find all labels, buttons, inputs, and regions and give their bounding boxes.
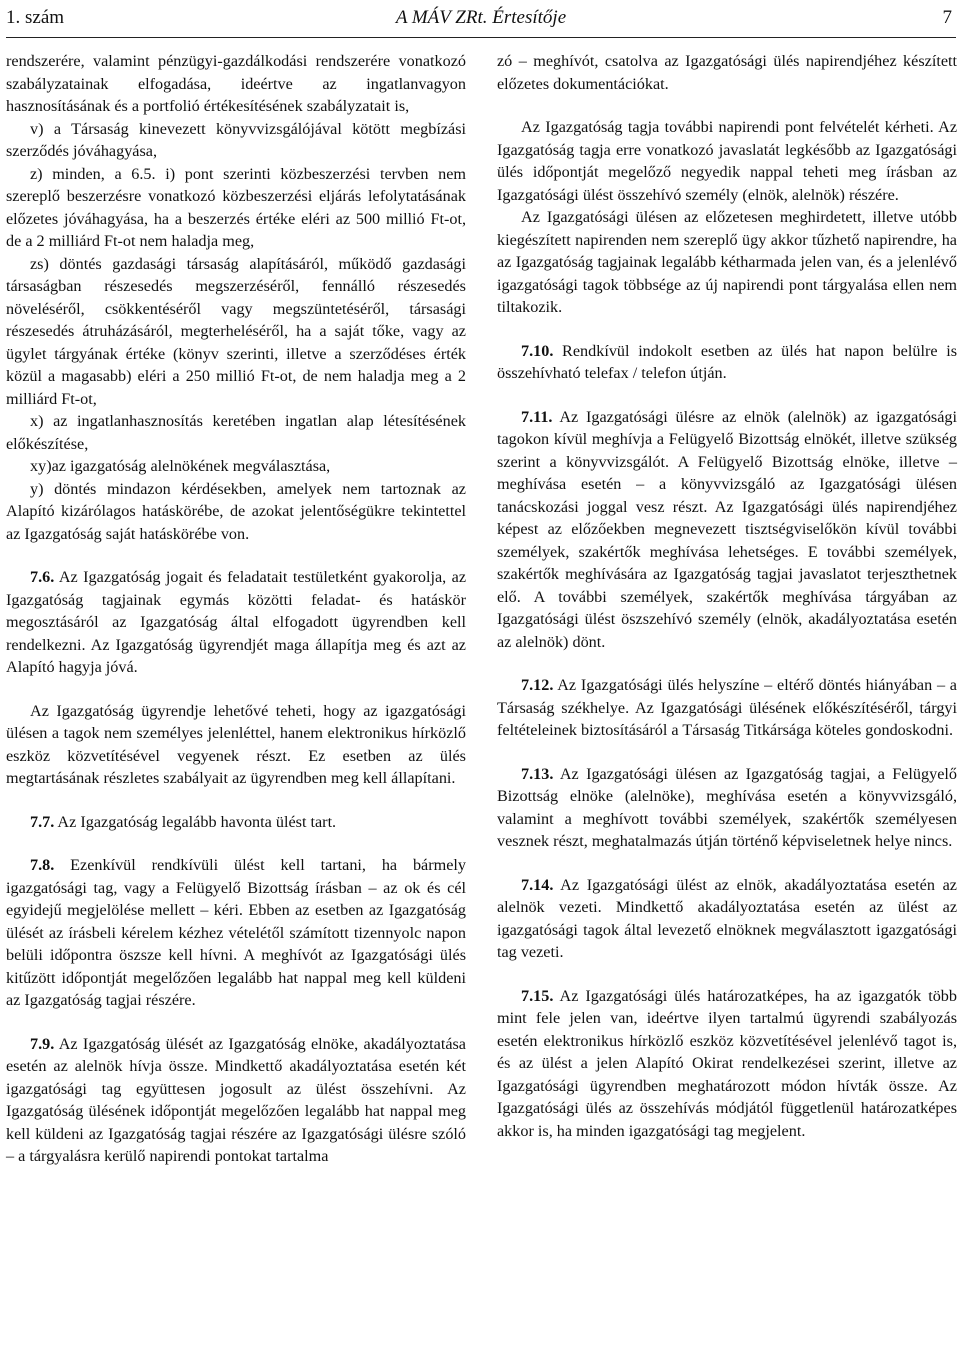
list-item-x xyxy=(6,410,466,455)
paragraph-text: zó – meghívót, csatolva az Igazgatósági ülés napirendjéhez készített előzetes dokumentációkat. xyxy=(497,52,957,93)
paragraph xyxy=(6,50,466,118)
paragraph xyxy=(497,206,957,319)
paragraph-text: Ezenkívül rendkívüli ülést kell tartani, ha bármely igazgatósági tag, vagy a Felügyelő Bizottság írásban – az ok és cél egyidejű megjelölése mellett – kéri. Ebben az esetben az Igazgatóság ülését az írásbeli kérelem kézhez vételétől számított tizennyolc napon belüli időpontra öszsze kell hívni. A meghívót az Igazgatósági ülés kitűzött időpontját megelőzően legalább hat nappal meg kell küldeni az Igazgatóság tagjai részére. xyxy=(6,856,466,1009)
publication-title: A MÁV ZRt. Értesítője xyxy=(395,7,567,28)
section-7-8 xyxy=(6,854,466,1012)
section-7-6 xyxy=(6,566,466,679)
paragraph-text: Az Igazgatósági ülés határozatképes, ha az igazgatók több mint fele jelen van, ideértve ilyen tartalmú ügyrendi szabályozás esetén elektronikus hírközlő eszköz közvetítésével jelenlévő tagot is, és az ülést a jelen Alapító Okirat rendelkezései szerint, illetve az Igazgatósági ügyrendben meghatározott módon hívták össze. Az Igazgatósági ülés az összehívás módjától függetlenül határozatképes akkor is, ha minden igazgatósági tag megjelent. xyxy=(497,986,957,1140)
paragraph-text: Az Igazgatósági ülést az elnök, akadályoztatása esetén az alelnök vezeti. Mindkettő akadályoztatása esetén az ülést az igazgatósági tagok által levezető elnöknek megválasztott igazgatósági tag vezeti. xyxy=(497,875,957,961)
paragraph-text: Az Igazgatóság legalább havonta ülést tart. xyxy=(54,812,337,831)
paragraph-text: Az Igazgatóság jogait és feladatait testületként gyakorolja, az Igazgatóság tagjainak egymás közötti feladat- és hatáskör megosztásáról az Igazgatóság által elfogadott ügyrendben kell rendelkezni. Az Igazgatóság ügyrendjét maga állapítja meg és azt az Alapító hagyja jóvá. xyxy=(6,568,466,676)
right-column xyxy=(497,50,957,1142)
left-column xyxy=(6,50,466,1168)
paragraph-text: y) döntés mindazon kérdésekben, amelyek nem tartoznak az Alapító kizárólagos hatáskörébe, de azokat jelentőségükre tekintettel az Igazgatóság saját hatáskörébe von. xyxy=(6,479,466,543)
section-7-7 xyxy=(6,811,466,834)
page-number: 7 xyxy=(942,7,952,28)
section-number: 7.7. xyxy=(30,812,55,831)
section-7-10 xyxy=(497,340,957,385)
section-7-14 xyxy=(497,874,957,964)
paragraph-text: xy)az igazgatóság alelnökének megválasztása, xyxy=(30,457,331,475)
paragraph xyxy=(497,116,957,206)
section-number: 7.6. xyxy=(30,568,55,586)
section-number: 7.13. xyxy=(521,764,554,783)
paragraph-text: rendszerére, valamint pénzügyi-gazdálkodási rendszerére vonatkozó szabályzatainak elfogadása, ideértve az ingatlanvagyon hasznosításának és a portfolió értékesítésének szabályzatait is, xyxy=(6,52,466,115)
list-item-z xyxy=(6,163,466,253)
list-item-zs xyxy=(6,253,466,411)
paragraph-text: z) minden, a 6.5. i) pont szerinti közbeszerzési tervben nem szereplő beszerzésre vonatkozó közbeszerzési eljárás lefolytatásának előzetes jóváhagyása, ha a beszerzés értéke eléri az 500 millió Ft-ot, de a 2 milliárd Ft-ot nem haladja meg, xyxy=(6,164,466,250)
section-7-12 xyxy=(497,674,957,742)
section-number: 7.14. xyxy=(521,875,554,894)
paragraph xyxy=(6,700,466,790)
list-item-y xyxy=(6,478,466,546)
header-divider xyxy=(6,37,956,38)
list-item-xy xyxy=(6,455,466,478)
section-7-9 xyxy=(6,1033,466,1168)
page-header xyxy=(6,7,956,33)
paragraph-text: Az Igazgatósági ülésen az Igazgatóság tagjai, a Felügyelő Bizottság elnöke (alelnöke), meghívása esetén a könyvvizsgáló, valamint a meghívott további személyek, szakértők személyesen vesznek részt, meghatalmazás útján történő képviseletnek helye nincs. xyxy=(497,764,957,850)
section-number: 7.15. xyxy=(521,986,554,1005)
section-7-15 xyxy=(497,985,957,1143)
paragraph-text: v) a Társaság kinevezett könyvvizsgálójával kötött megbízási szerződés jóváhagyása, xyxy=(6,119,466,160)
paragraph-text: Az Igazgatósági ülés helyszíne – eltérő döntés hiányában – a Társaság székhelye. Az Igazgatósági ülésének előkészítéséről, tárgyi feltételeinek biztosításáról a Társaság Titkársága köteles gondoskodni. xyxy=(497,676,957,739)
section-number: 7.12. xyxy=(521,676,554,694)
section-number: 7.11. xyxy=(521,407,553,426)
paragraph-text: Az Igazgatósági ülésre az elnök (alelnök) az igazgatósági tagokon kívül meghívja a Felügyelő Bizottság elnökét, illetve szükség szerint a könyvvizsgálót. A Felügyelő Bizottság elnöke, illetve – meghívása esetén – a könyvvizsgáló az Igazgatósági ülésen tanácskozási joggal vesz részt. Az Igazgatósági ülés napirendjéhez képest az előzőekben megnevezett tisztségviselőkön kívül további személyek, szakértők meghívása lehetséges. E további személyek, szakértők meghívására az Igazgatóság tagjai javaslatot terjeszthetnek elő. A további személyek, szakértők meghívása tárgyában az Igazgatósági ülést öszszehívó személy (elnök, akadályoztatása esetén az alelnök) dönt. xyxy=(497,407,957,651)
paragraph-text: zs) döntés gazdasági társaság alapításáról, működő gazdasági társaságban részesedés megszerzéséről, fennálló részesedés növeléséről, csökkentéséről vagy megszüntetéséről, társasági részesedés átruházásáról, megterheléséről, ha a saját tőke, vagy az ügylet tárgyának értéke (könyv szerinti, illetve a szerződéses érték közül a magasabb) eléri a 250 millió Ft-ot, de nem haladja meg a 2 milliárd Ft-ot, xyxy=(6,254,466,408)
paragraph-text: x) az ingatlanhasznosítás keretében ingatlan alap létesítésének előkészítése, xyxy=(6,412,466,453)
paragraph-text: Az Igazgatóság tagja további napirendi pont felvételét kérheti. Az Igazgatóság tagja erre vonatkozó javaslatát legkésőbb az Igazgatósági ülés időpontját megelőző negyedik nappal teheti meg írásban az Igazgatósági ülést összehívó személy (elnök, alelnök) részére. xyxy=(497,118,957,204)
issue-number: 1. szám xyxy=(6,7,65,28)
paragraph-text: Az Igazgatóság ügyrendje lehetővé teheti, hogy az igazgatósági ülésen a tagok nem személyes jelenléttel, hanem elektronikus hírközlő eszköz közvetítésével vegyenek részt. Ez esetben az ülés megtartásának részletes szabályait az ügyrendben meg kell állapítani. xyxy=(6,701,466,787)
paragraph-text: Rendkívül indokolt esetben az ülés hat napon belülre is összehívható telefax / telefon útján. xyxy=(497,341,957,382)
paragraph xyxy=(497,50,957,95)
section-7-11 xyxy=(497,406,957,654)
section-7-13 xyxy=(497,763,957,853)
section-number: 7.8. xyxy=(30,856,55,874)
paragraph-text: Az Igazgatóság ülését az Igazgatóság elnöke, akadályoztatása esetén az alelnök hívja össze. Mindkettő akadályoztatása esetén két igazgatósági tag együttesen jogosult az ülést összehívni. Az Igazgatóság ülésének időpontját megelőzően legalább hat nappal meg kell küldeni az Igazgatóság tagjai részére az Igazgatósági ülésre szóló – a tárgyalásra kerülő napirendi pontokat tartalma xyxy=(6,1034,466,1165)
section-number: 7.10. xyxy=(521,341,554,360)
paragraph-text: Az Igazgatósági ülésen az előzetesen meghirdetett, illetve utóbb kiegészített napirenden nem szereplő ügy akkor tűzhető napirendre, ha az Igazgatóság tagjainak legalább kétharmada jelen van, és a jelenlévő igazgatósági tagok többsége az új napirendi pont tárgyalása ellen nem tiltakozik. xyxy=(497,208,957,316)
section-number: 7.9. xyxy=(30,1034,55,1053)
list-item-v xyxy=(6,118,466,163)
